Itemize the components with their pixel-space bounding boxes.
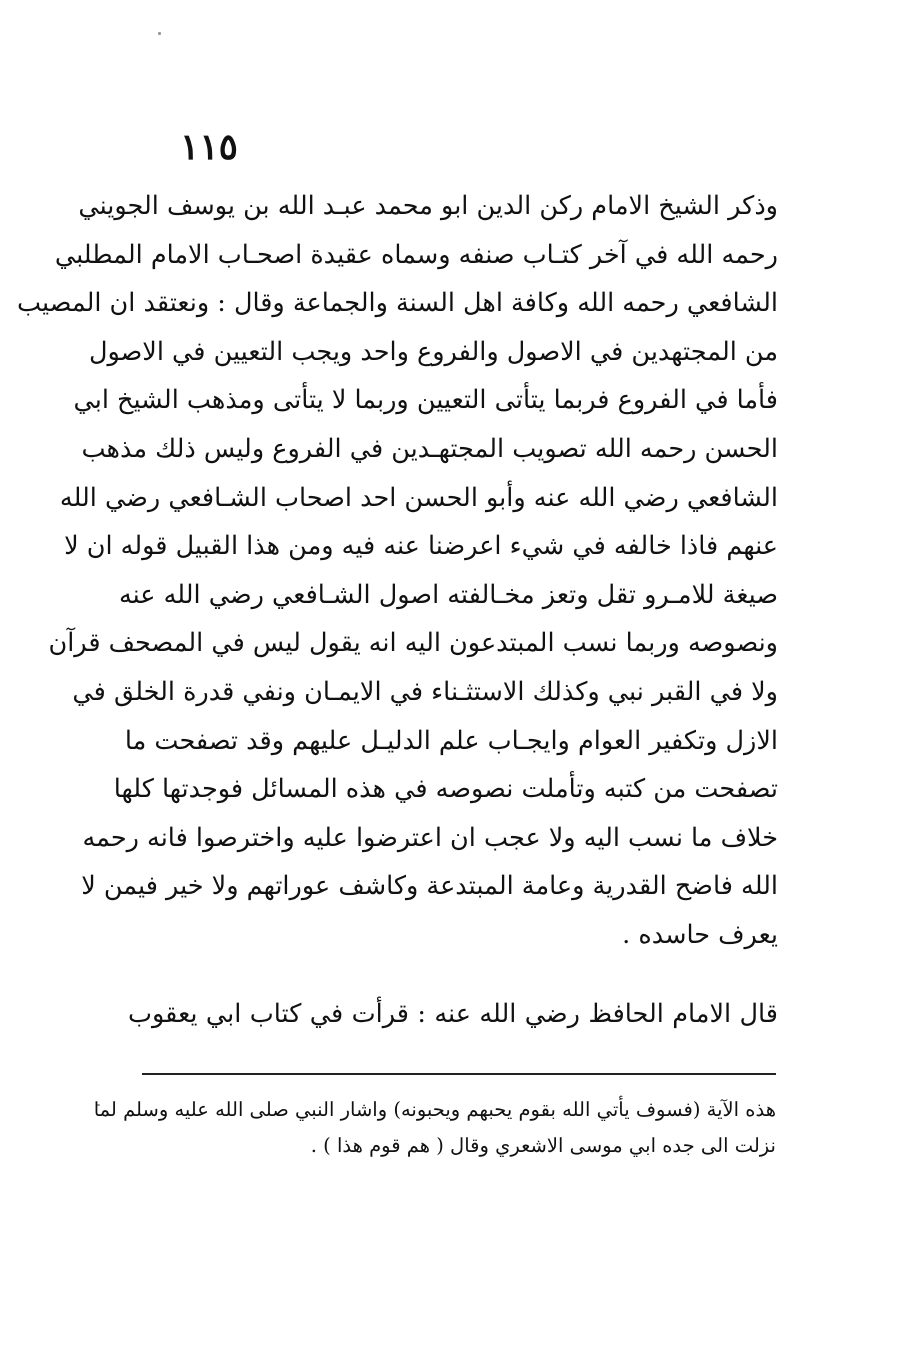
text-line: يعرف حاسده . [622, 919, 778, 950]
text-line: تصفحت من كتبه وتأملت نصوصه في هذه المسائل فوجدتها كلها [113, 774, 778, 805]
footnote-block [93, 1092, 776, 1164]
text-line: وذكر الشيخ الامام ركن الدين ابو محمد عبـد الله بن يوسف الجويني [78, 191, 778, 221]
text-line: الله فاضح القدرية وعامة المبتدعة وكاشف عوراتهم ولا خير فيمن لا [81, 871, 778, 902]
text-line: عنهم فاذا خالفه في شيء اعرضنا عنه فيه ومن هذا القبيل قوله ان لا [64, 531, 778, 562]
text-line: صيغة للامـرو تقل وتعز مخـالفته اصول الشـافعي رضي الله عنه [118, 579, 778, 610]
text-line: الازل وتكفير العوام وايجـاب علم الدليـل عليهم وقد تصفحت ما [124, 725, 778, 756]
text-line: رحمه الله في آخر كتـاب صنفه وسماه عقيدة اصحـاب الامام المطلبي [54, 239, 778, 270]
page-number: ١١٥ [180, 126, 239, 168]
text-line: من المجتهدين في الاصول والفروع واحد ويجب التعيين في الاصول [88, 336, 778, 367]
footnote-line: نزلت الى جده ابي موسى الاشعري وقال ( هم قوم هذا ) . [310, 1134, 776, 1157]
text-line: الشافعي رضي الله عنه وأبو الحسن احد اصحاب الشـافعي رضي الله [59, 482, 778, 513]
footnote-line: هذه الآية (فسوف يأتي الله بقوم يحبهم ويحبونه) واشار النبي صلى الله عليه وسلم لما [93, 1098, 776, 1121]
text-line: الحسن رحمه الله تصويب المجتهـدين في الفروع وليس ذلك مذهب [81, 433, 778, 464]
text-line: خلاف ما نسب اليه ولا عجب ان اعترضوا عليه واخترصوا فانه رحمه [82, 822, 778, 853]
footnote-divider [142, 1073, 776, 1075]
text-line: ولا في القبر نبي وكذلك الاستثـناء في الايمـان ونفي قدرة الخلق في [72, 676, 778, 707]
text-line: الشافعي رحمه الله وكافة اهل السنة والجماعة وقال : ونعتقد ان المصيب [16, 288, 778, 319]
text-line: ونصوصه وربما نسب المبتدعون اليه انه يقول ليس في المصحف قرآن [48, 628, 778, 659]
main-text-block [16, 182, 778, 960]
text-line: فأما في الفروع فربما يتأتى التعيين وربما لا يتأتى ومذهب الشيخ ابي [73, 385, 778, 416]
new-paragraph-line: قال الامام الحافظ رضي الله عنه : قرأت في كتاب ابي يعقوب [128, 999, 778, 1029]
scan-speck [158, 32, 161, 35]
